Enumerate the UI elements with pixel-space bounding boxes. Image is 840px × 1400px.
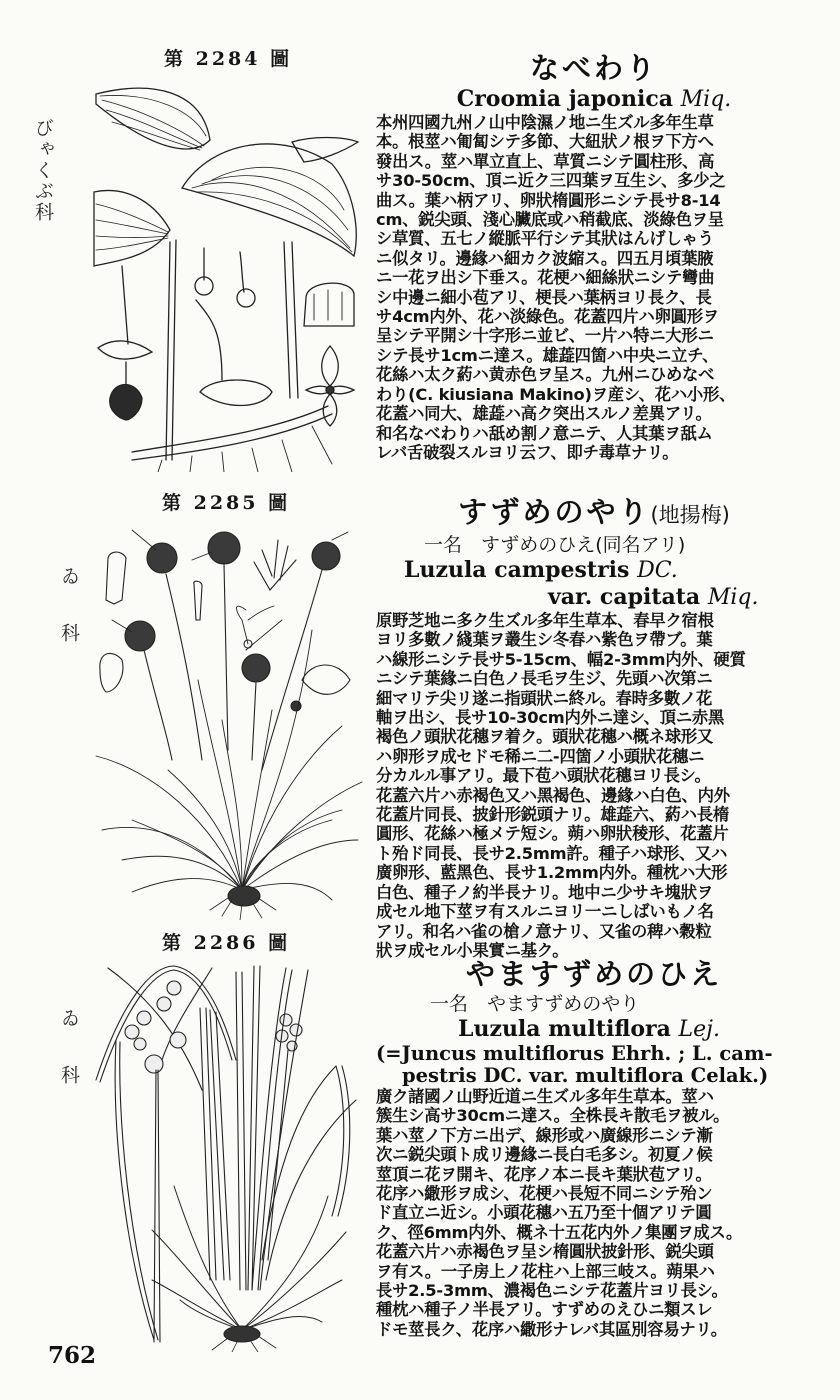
illustration-croomia-japonica bbox=[92, 80, 370, 472]
figure-number-2285: 第 2285 圖 bbox=[162, 492, 291, 514]
figure-number-2284: 第 2284 圖 bbox=[164, 48, 293, 70]
synonym-line: (=Juncus multiflorus Ehrh. ; L. cam- bbox=[376, 1042, 773, 1065]
family-label-stemonaceae: びゃくぶ科 bbox=[32, 118, 54, 223]
page-number: 762 bbox=[48, 1342, 97, 1369]
family-label-juncaceae: ゐ科 bbox=[58, 566, 80, 680]
entry-luzula-campestris bbox=[376, 494, 812, 960]
description-text: 本州四國九州ノ山中陰濕ノ地ニ生ズル多年生草 本。根莖ハ匍匐シテ多節、大紐狀ノ根ヲ下方へ 發出ス。莖ハ單立直上、草質ニシテ圓柱形、高 サ30-50cm、頂ニ近ク三四葉ヲ互生シ、多少之 曲ス。葉ハ柄アリ、卵狀楕圓形ニシテ長サ8-14 cm、鋭尖頭、淺心臟底或ハ稍截底、淡綠色ヲ呈 シ草質、五七ノ縱脈平行シテ其狀はんげしゃう ニ似タリ。邊緣ハ細カク波縮ス。四五月頃葉腋 ニ一花ヲ出シ下垂ス。花梗ハ細絲狀ニシテ彎曲 シ中邊ニ細小苞アリ、梗長ハ葉柄ヨリ長ク、長 サ4cm内外、花ハ淡綠色。花蓋四片ハ卵圓形ヲ 呈シテ平開シ十字形ニ並ビ、一片ハ特ニ大形ニ シテ長サ1cmニ達ス。雄蕋四箇ハ中央ニ立チ、 花絲ハ太ク葯ハ黄赤色ヲ呈ス。九州ニひめなべ わり(C. kiusiana Makino)ヲ産シ、花ハ小形、 花蓋ハ同大、雄蕋ハ高ク突出スルノ差異アリ。 和名なべわりハ舐め割ノ意ニテ、人其葉ヲ舐ム レバ舌破裂スルヨリ云フ、即チ毒草ナリ。 bbox=[376, 113, 736, 462]
alternate-name: 一名 すずめのひえ(同名アリ) bbox=[424, 534, 686, 556]
entry-luzula-multiflora bbox=[376, 956, 812, 1339]
japanese-name: なべわり bbox=[529, 51, 658, 85]
figure-number-2286: 第 2286 圖 bbox=[162, 932, 291, 954]
illustration-luzula-campestris bbox=[92, 520, 370, 920]
entry-croomia-japonica bbox=[376, 50, 812, 462]
description-text: 廣ク諸國ノ山野近道ニ生ズル多年生草本。莖ハ 簇生シ高サ30cmニ達ス。全株長キ散毛ヲ被ル。 葉ハ莖ノ下方ニ出デ、線形或ハ廣線形ニシテ漸 次ニ鋭尖頭ト成リ邊緣ニ長白毛多シ。初夏ノ候 莖頂ニ花ヲ開キ、花序ノ本ニ長キ葉狀苞アリ。 花序ハ繖形ヲ成シ、花梗ハ長短不同ニシテ殆ン ド直立ニ近シ。小頭花穗ハ五乃至十個アリテ圓 ク、徑6mm内外、概ネ十五花内外ノ集團ヲ成ス。 花蓋六片ハ赤褐色ヲ呈シ楕圓狀披針形、鋭尖頭 ヲ有ス。一子房上ノ花柱ハ上部三岐ス。蒴果ハ 長サ2.5-3mm、濃褐色ニシテ花蓋片ヨリ長シ。 種枕ハ種子ノ半長アリ。すずめのえひニ類スレ ドモ莖長ク、花序ハ繖形ナレバ其區別容易ナリ。 bbox=[376, 1087, 743, 1339]
variety-name: var. capitata Miq. bbox=[548, 584, 759, 610]
japanese-name: やますずめのひえ bbox=[465, 957, 723, 991]
scientific-name: Croomia japonica Miq. bbox=[456, 86, 732, 112]
scientific-name: Luzula multiflora Lej. bbox=[457, 1016, 720, 1042]
description-text: 原野芝地ニ多ク生ズル多年生草本、春早ク宿根 ヨリ多數ノ綫葉ヲ叢生シ冬春ハ紫色ヲ帶ブ。葉 ハ線形ニシテ長サ5-15cm、幅2-3mm内外、硬質 ニシテ葉緣ニ白色ノ長毛ヲ生ジ、先頭ハ次第ニ 細マリテ尖リ遂ニ指頭狀ニ終ル。春時多數ノ花 軸ヲ出シ、長サ10-30cm内外ニ達シ、頂ニ赤黑 褐色ノ頭狀花穗ヲ着ク。頭狀花穗ハ概ネ球形又 ハ卵形ヲ成セドモ稀ニ二-四箇ノ小頭狀花穗ニ 分カルル事アリ。最下苞ハ頭狀花穗ヨリ長シ。 花蓋六片ハ赤褐色又ハ黑褐色、邊緣ハ白色、内外 花蓋片同長、披針形鋭頭ナリ。雄蕋六、葯ハ長楕 圓形、花絲ハ極メテ短シ。蒴ハ卵狀稜形、花蓋片 ト殆ド同長、長サ2.5mm許。種子ハ球形、又ハ 廣卵形、藍黑色、長サ1.2mm内外。種枕ハ大形 白色、種子ノ約半長ナリ。地中ニ少サキ塊狀ヲ 成セル地下莖ヲ有スルニヨリ一ニしばいもノ名 アリ。和名ハ雀の槍ノ意ナリ、又雀の稗ハ穀粒 狀ヲ成セル小果實ニ基ク。 bbox=[376, 611, 746, 960]
alternate-name: 一名 やますずめのやり bbox=[430, 993, 640, 1015]
japanese-name: すずめのやり(地揚梅) bbox=[458, 495, 730, 529]
illustration-luzula-multiflora bbox=[92, 960, 370, 1352]
family-label-juncaceae: ゐ科 bbox=[58, 1008, 80, 1122]
scientific-name: Luzula campestris DC. bbox=[404, 557, 678, 583]
kanji-name: (地揚梅) bbox=[650, 503, 730, 527]
synonym-line: pestris DC. var. multiflora Celak.) bbox=[402, 1064, 769, 1087]
